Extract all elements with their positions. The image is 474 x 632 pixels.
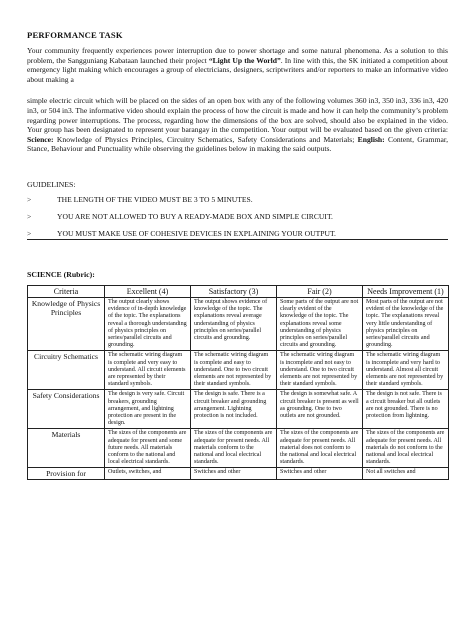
rubric-header-row (28, 285, 449, 297)
guideline-item (27, 195, 448, 204)
rubric-cell: The output clearly shows evidence of in-depth knowledge of the topic. The explanations reveal a thorough understanding of physics principles on series/parallel circuits and grounding. (105, 297, 191, 350)
rubric-cell: The sizes of the components are adequate for present and some future needs. All materials conform to the national and local electrical standards. (105, 429, 191, 468)
guidelines-title: GUIDELINES: (27, 179, 76, 189)
rubric-cell: Most parts of the output are not evident of the knowledge of the topic. The explanations reveal very little understanding of physics principles on series/parallel circuits and grounding. (363, 297, 449, 350)
english-criteria: Content, Grammar, Stance, Behaviour and Punctuality while observing the guidelines below in making the said outputs. (27, 134, 448, 154)
rubric-cell: The schematic wiring diagram is incomplete and very hard to understand. Almost all circuit elements are not represented by their standard symbols. (363, 351, 449, 390)
rubric-row-materials (28, 429, 449, 468)
guideline-text: YOU MUST MAKE USE OF COHESIVE DEVICES IN EXPLAINING YOUR OUTPUT. (57, 228, 336, 238)
rubric-cell: The schematic wiring diagram is complete and easy to understand. One to two circuit elements are not represented by their standard symbols. (191, 351, 277, 390)
guideline-marker: > (27, 211, 32, 221)
rubric-row-circuitry (28, 351, 449, 390)
rubric-cell: The design is somewhat safe. A circuit breaker is present as well as grounding. One to two outlets are not grounded. (277, 390, 363, 429)
science-label: Science: (27, 134, 54, 144)
criteria-cell: Materials (28, 429, 105, 468)
criteria-cell: Safety Considerations (28, 390, 105, 429)
rubric-row-knowledge (28, 297, 449, 350)
rubric-cell: The design is not safe. There is a circuit breaker but all outlets are not grounded. There is no protection from lightning. (363, 390, 449, 429)
header-fair: Fair (2) (277, 285, 363, 297)
project-name: “Light Up the World” (208, 55, 281, 65)
header-criteria: Criteria (28, 285, 105, 297)
science-criteria: Knowledge of Physics Principles, Circuitry Schematics, Safety Considerations and Materials; (53, 134, 358, 144)
rubric-cell: Switches and other (277, 468, 363, 480)
intro-text-2: . In line with this, the SK initiated a competition about emergency light making which encourages a group of electricians, designers, scriptwriters and/or reporters to make an informative video about making a (27, 55, 448, 84)
english-label: English: (357, 134, 385, 144)
rubric-cell: Switches and other (191, 468, 277, 480)
rubric-row-provision (28, 468, 449, 480)
guideline-item (27, 212, 448, 221)
header-excellent: Excellent (4) (105, 285, 191, 297)
criteria-cell: Circuitry Schematics (28, 351, 105, 390)
rubric-cell: The schematic wiring diagram is complete and very easy to understand. All circuit elements are represented by their standard symbols. (105, 351, 191, 390)
header-satisfactory: Satisfactory (3) (191, 285, 277, 297)
document-title: PERFORMANCE TASK (27, 30, 123, 40)
criteria-cell: Provision for (28, 468, 105, 480)
intro-text-1: Your community frequently experiences power interruption due to power shortage and some natural phenomena. As a solution to this problem, the Sangguniang Kabataan launched their project (27, 46, 448, 65)
rubric-cell: The design is safe. There is a circuit breaker and grounding arrangement. Lightning protection is not included. (191, 390, 277, 429)
rubric-cell: Outlets, switches, and (105, 468, 191, 480)
guideline-text: THE LENGTH OF THE VIDEO MUST BE 3 TO 5 MINUTES. (57, 194, 253, 204)
rubric-cell: Some parts of the output are not clearly evident of the knowledge of the topic. The explanations reveal some understanding of physics principles on series/parallel circuits and grounding. (277, 297, 363, 350)
guideline-text: YOU ARE NOT ALLOWED TO BUY A READY-MADE BOX AND SIMPLE CIRCUIT. (57, 211, 333, 221)
rubric-cell: The sizes of the components are adequate for present needs. All material does not conform to the national and local electrical standards. (277, 429, 363, 468)
intro-paragraph (27, 46, 448, 84)
guideline-item (27, 229, 448, 240)
rubric-cell: Not all switches and (363, 468, 449, 480)
rubric-cell: The design is very safe. Circuit breakers, grounding arrangement, and lightning protection are present in the design. (105, 390, 191, 429)
rubric-cell: The sizes of the components are adequate for present needs. All materials conform to the national and local electrical standards. (191, 429, 277, 468)
rubric-row-safety (28, 390, 449, 429)
rubric-cell: The schematic wiring diagram is incomplete and not easy to understand. One to two circuit elements are not represented by their standard symbols. (277, 351, 363, 390)
header-needs-improvement: Needs Improvement (1) (363, 285, 449, 297)
science-rubric-table (27, 285, 449, 480)
guideline-marker: > (27, 228, 32, 238)
guideline-marker: > (27, 194, 32, 204)
task-text: simple electric circuit which will be placed on the sides of an open box with any of the following volumes 360 in3, 350 in3, 336 in3, 420 in3, or 504 in3. The informative video should explain the process of how the circuit is made and how it can help the community’s problem regarding power interruptions. The process, regarding how the dimensions of the box are solved, should also be explained in the video. Your group has been designated to represent your barangay in the competition. Your output will be evaluated based on the given criteria: (27, 96, 448, 135)
criteria-cell: Knowledge of Physics Principles (28, 297, 105, 350)
rubric-title: SCIENCE (Rubric): (27, 269, 95, 279)
rubric-cell: The sizes of the components are adequate for present needs. All materials do not conform to the national and local electrical standards. (363, 429, 449, 468)
task-paragraph (27, 96, 448, 154)
rubric-cell: The output shows evidence of knowledge of the topic. The explanations reveal average understanding of physics principles on series/parallel circuits and grounding. (191, 297, 277, 350)
